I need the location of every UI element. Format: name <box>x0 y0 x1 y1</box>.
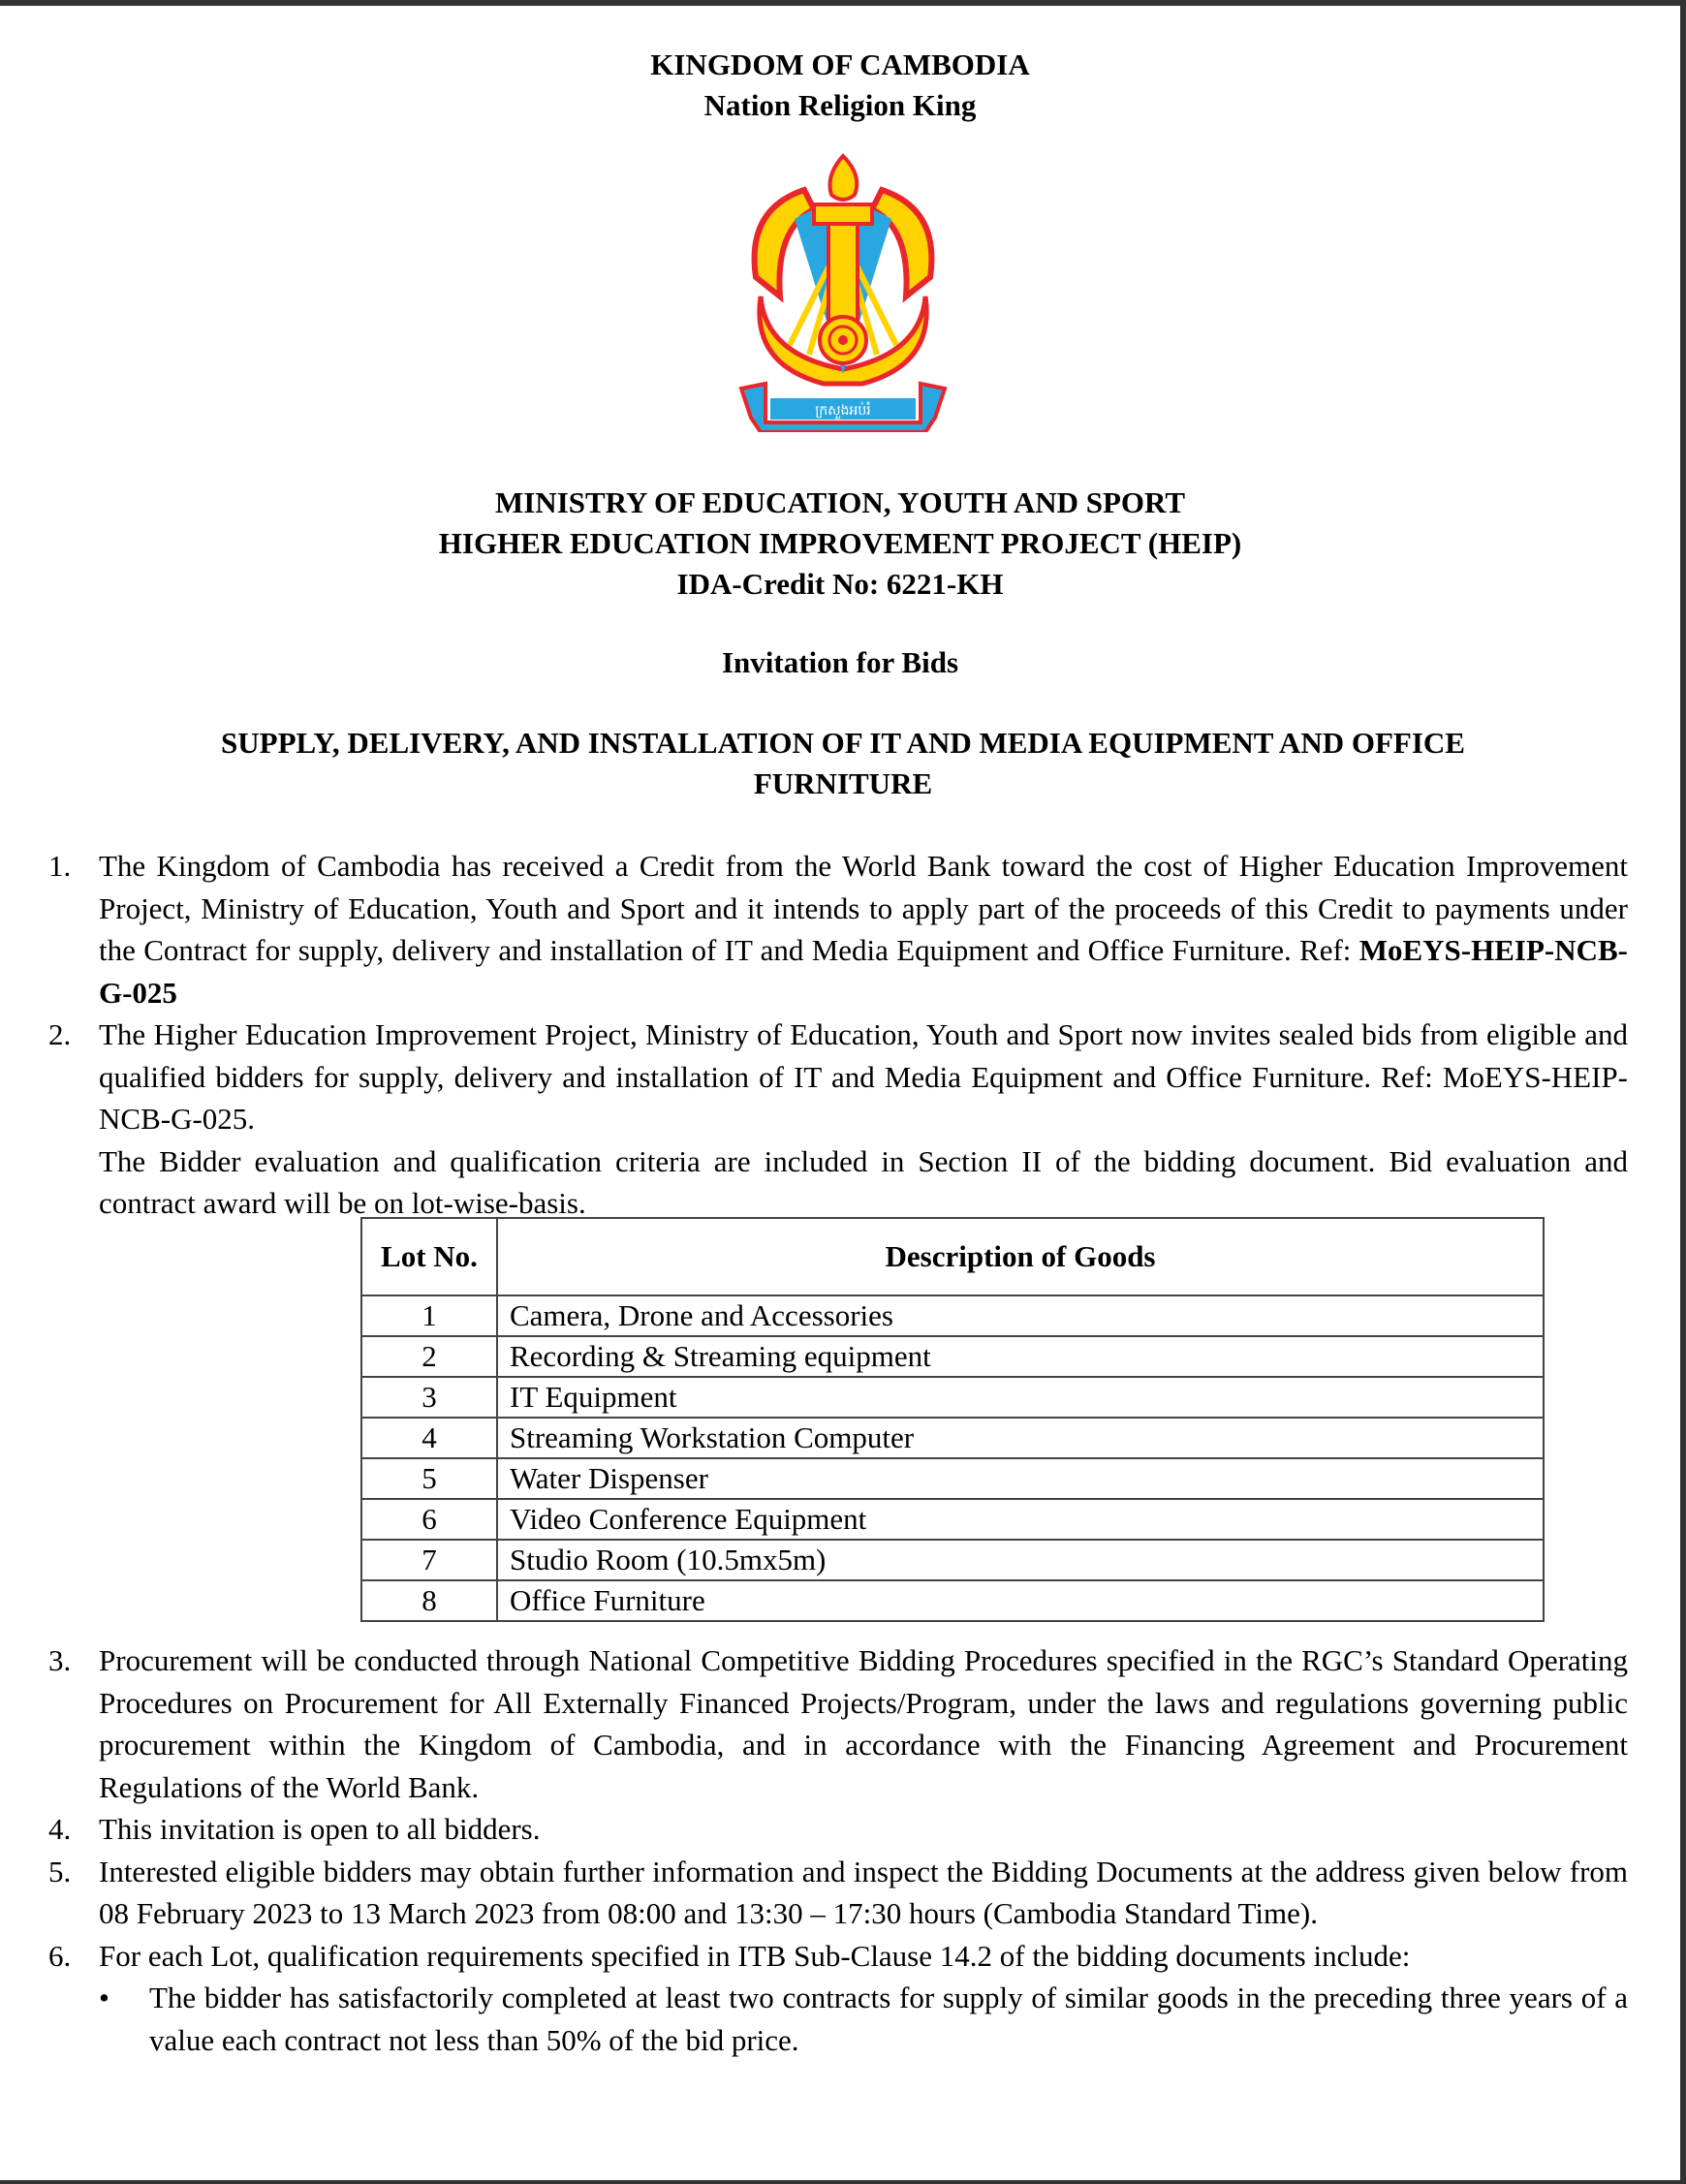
country-name: KINGDOM OF CAMBODIA <box>650 47 1030 81</box>
table-row: 5 Water Dispenser <box>361 1458 1544 1499</box>
description-header: Description of Goods <box>497 1218 1544 1295</box>
table-row: 4 Streaming Workstation Computer <box>361 1418 1544 1458</box>
table-row: 7 Studio Room (10.5mx5m) <box>361 1540 1544 1580</box>
document-page <box>0 6 1680 2180</box>
credit-number: IDA-Credit No: 6221-KH <box>676 567 1004 601</box>
moeys-emblem-icon <box>736 151 950 432</box>
table-row: 1 Camera, Drone and Accessories <box>361 1295 1544 1336</box>
ministry-header <box>0 483 1680 605</box>
items-part-2 <box>48 1639 1628 2061</box>
list-item-3: 3. Procurement will be conducted through National Competitive Bidding Procedures specified in the RGC’s Standard Operating Procedures on Procurement for All Externally Financed Projects/Program, under the laws and regulations governing public procurement within the Kingdom of Cambodia, and in accordance with the Financing Agreement and Procurement Regulations of the World Bank. <box>48 1643 1628 1804</box>
bullet-item: • The bidder has satisfactorily completed at least two contracts for supply of similar goods in the preceding three years of a value each contract not less than 50% of the bid price. <box>99 1977 1628 2061</box>
table-row: 2 Recording & Streaming equipment <box>361 1336 1544 1377</box>
national-motto: Nation Religion King <box>703 88 977 122</box>
list-item-6: 6. For each Lot, qualification requirements specified in ITB Sub-Clause 14.2 of the bidding documents include: <box>48 1938 1411 1973</box>
table-row: 8 Office Furniture <box>361 1580 1544 1621</box>
table-row: 3 IT Equipment <box>361 1377 1544 1418</box>
project-name: HIGHER EDUCATION IMPROVEMENT PROJECT (HEIP) <box>438 526 1242 560</box>
table-header-row <box>361 1218 1544 1295</box>
document-header <box>0 45 1680 126</box>
lot-no-header: Lot No. <box>361 1218 497 1295</box>
svg-text:ក្រសួងអប់រំ: ក្រសួងអប់រំ <box>815 403 871 419</box>
items-part-1 <box>48 845 1628 1225</box>
document-type: Invitation for Bids <box>721 645 959 679</box>
lots-table <box>360 1217 1545 1622</box>
list-item-1: 1. The Kingdom of Cambodia has received a Credit from the World Bank toward the cost of Higher Education Improvement Project, Ministry of Education, Youth and Sport and it intends to apply part of the proceeds of this Credit to payments under the Contract for supply, delivery and installation of IT and Media Equipment and Office Furniture. Ref: MoEYS-HEIP-NCB-G-025 <box>48 849 1628 1010</box>
document-title: SUPPLY, DELIVERY, AND INSTALLATION OF IT AND MEDIA EQUIPMENT AND OFFICE FURNITURE <box>221 726 1465 800</box>
list-item-2: 2. The Higher Education Improvement Project, Ministry of Education, Youth and Sport now invites sealed bids from eligible and qualified bidders for supply, delivery and installation of IT and Media Equipment and Office Furniture. Ref: MoEYS-HEIP-NCB-G-025. The Bidder evaluation and qualification criteria are included in Section II of the bidding document. Bid evaluation and contract award will be on lot-wise-basis. <box>48 1017 1628 1220</box>
list-item-4: 4. This invitation is open to all bidders. <box>48 1812 541 1846</box>
ministry-name: MINISTRY OF EDUCATION, YOUTH AND SPORT <box>494 485 1186 519</box>
bullet-icon: • <box>99 1981 109 2014</box>
reference-number: MoEYS-HEIP-NCB-G-025 <box>99 933 1628 1010</box>
list-item-5: 5. Interested eligible bidders may obtain further information and inspect the Bidding Documents at the address given below from 08 February 2023 to 13 March 2023 from 08:00 and 13:30 – 17:30 hours (Cambodia Standard Time). <box>48 1854 1628 1930</box>
table-row: 6 Video Conference Equipment <box>361 1499 1544 1540</box>
